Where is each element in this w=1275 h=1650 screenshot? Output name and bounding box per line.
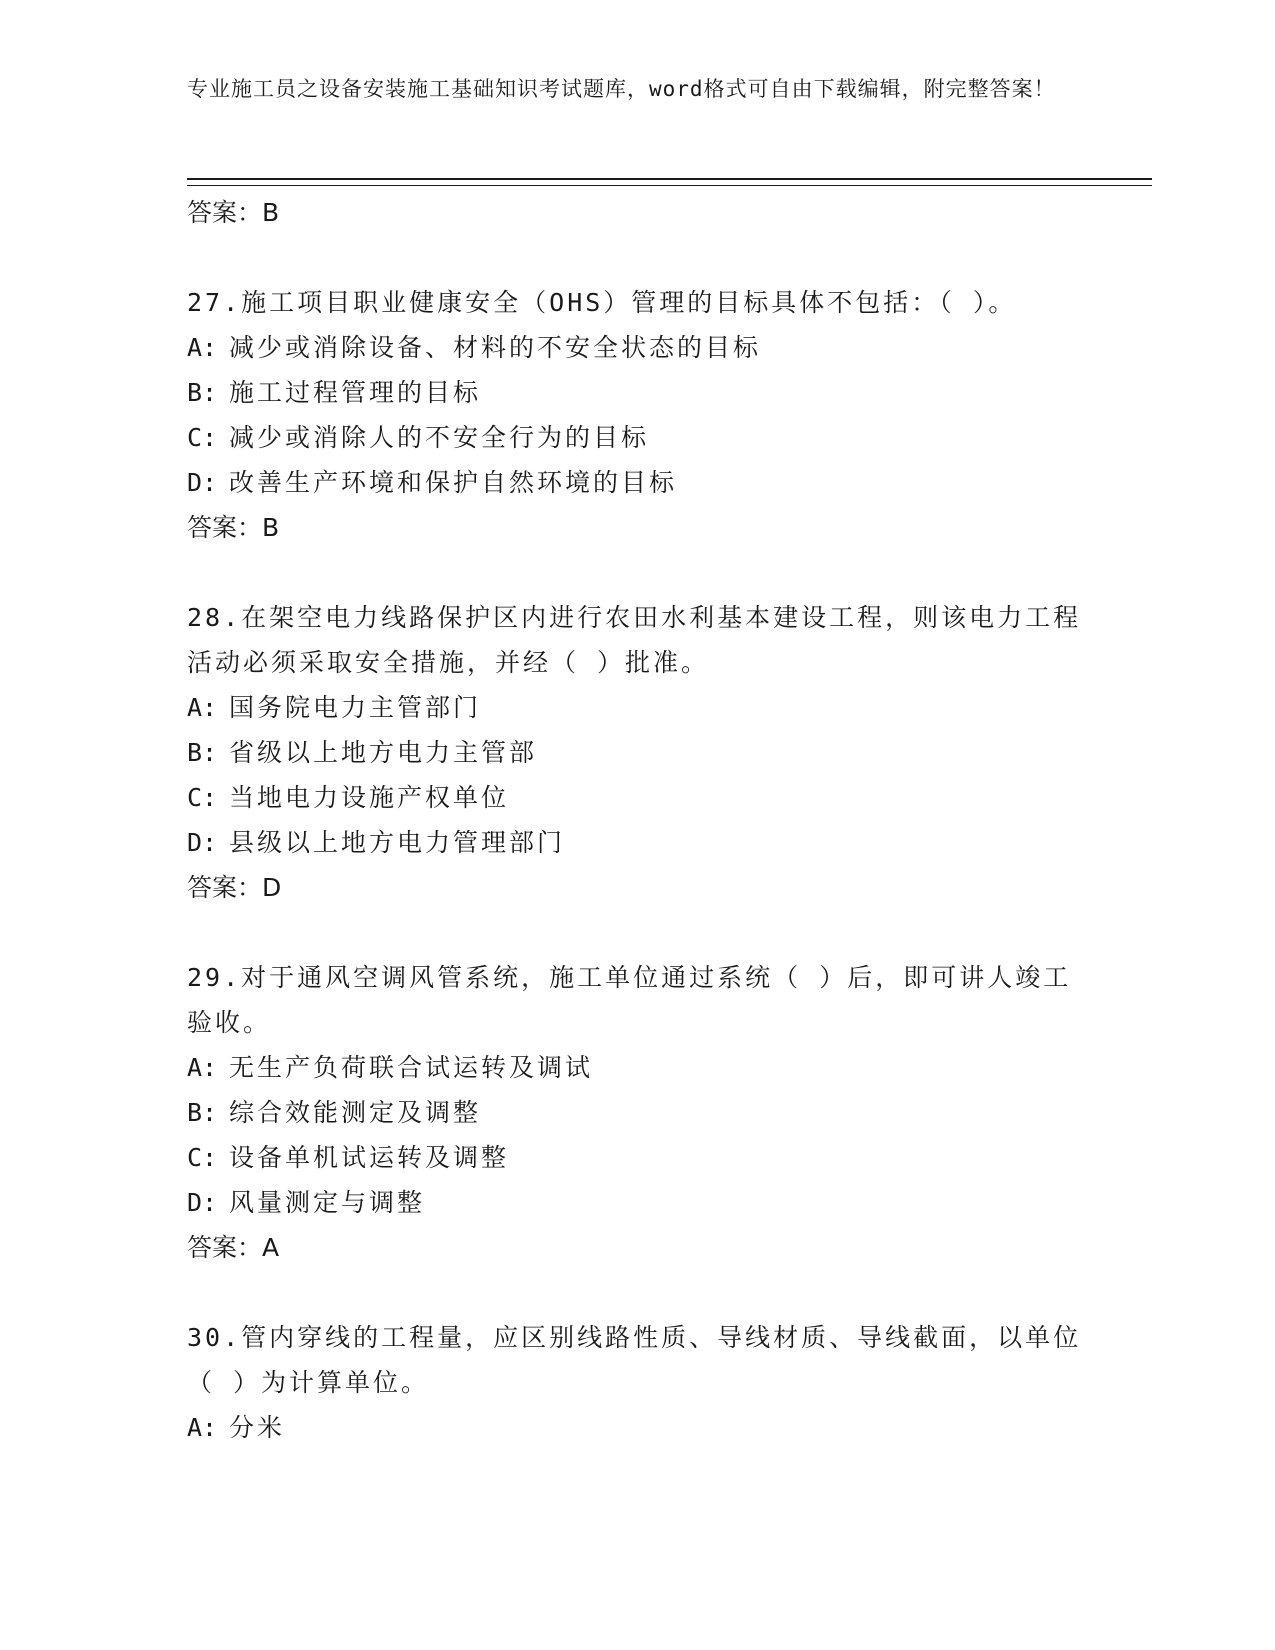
option-a bbox=[187, 1405, 1087, 1450]
option-c bbox=[187, 775, 1087, 820]
answer-line: 答案：B bbox=[187, 513, 280, 542]
question-stem: 28.在架空电力线路保护区内进行农田水利基本建设工程，则该电力工程活动必须采取安全措施，并经（ ）批准。 bbox=[187, 603, 1082, 677]
answer-line: 答案：B bbox=[187, 198, 280, 227]
option-d bbox=[187, 820, 1087, 865]
option-letter: C: bbox=[187, 783, 218, 812]
option-b bbox=[187, 730, 1087, 775]
answer-line: 答案：D bbox=[187, 873, 282, 902]
option-b bbox=[187, 370, 1087, 415]
option-b bbox=[187, 1090, 1087, 1135]
question-28 bbox=[187, 595, 1087, 910]
question-stem: 27.施工项目职业健康安全（OHS）管理的目标具体不包括：（ ）。 bbox=[187, 288, 1017, 317]
option-text: 减少或消除人的不安全行为的目标 bbox=[229, 423, 650, 452]
option-letter: D: bbox=[187, 468, 218, 497]
option-letter: A: bbox=[187, 333, 218, 362]
option-letter: D: bbox=[187, 1188, 218, 1217]
option-text: 改善生产环境和保护自然环境的目标 bbox=[229, 468, 678, 497]
option-letter: A: bbox=[187, 693, 218, 722]
question-29 bbox=[187, 955, 1087, 1270]
option-text: 省级以上地方电力主管部 bbox=[229, 738, 538, 767]
option-text: 当地电力设施产权单位 bbox=[229, 783, 510, 812]
option-text: 施工过程管理的目标 bbox=[229, 378, 482, 407]
option-text: 减少或消除设备、材料的不安全状态的目标 bbox=[229, 333, 762, 362]
option-text: 国务院电力主管部门 bbox=[229, 693, 482, 722]
option-letter: B: bbox=[187, 378, 218, 407]
option-a bbox=[187, 685, 1087, 730]
page-header: 专业施工员之设备安装施工基础知识考试题库，word格式可自由下载编辑，附完整答案！ bbox=[187, 77, 1056, 101]
option-letter: A: bbox=[187, 1053, 218, 1082]
option-text: 县级以上地方电力管理部门 bbox=[229, 828, 566, 857]
option-a bbox=[187, 1045, 1087, 1090]
option-d bbox=[187, 1180, 1087, 1225]
option-letter: B: bbox=[187, 1098, 218, 1127]
option-letter: A: bbox=[187, 1413, 218, 1442]
option-a bbox=[187, 325, 1087, 370]
question-30 bbox=[187, 1315, 1087, 1450]
question-stem: 29.对于通风空调风管系统，施工单位通过系统（ ）后，即可讲人竣工验收。 bbox=[187, 963, 1072, 1037]
option-c bbox=[187, 415, 1087, 460]
option-c bbox=[187, 1135, 1087, 1180]
question-stem: 30.管内穿线的工程量，应区别线路性质、导线材质、导线截面，以单位（ ）为计算单位。 bbox=[187, 1323, 1082, 1397]
option-letter: B: bbox=[187, 738, 218, 767]
option-letter: C: bbox=[187, 1143, 218, 1172]
answer-line: 答案：A bbox=[187, 1233, 280, 1262]
option-text: 风量测定与调整 bbox=[229, 1188, 426, 1217]
option-letter: C: bbox=[187, 423, 218, 452]
option-text: 分米 bbox=[229, 1413, 286, 1442]
header-divider bbox=[187, 178, 1152, 186]
option-d bbox=[187, 460, 1087, 505]
option-letter: D: bbox=[187, 828, 218, 857]
option-text: 无生产负荷联合试运转及调试 bbox=[229, 1053, 594, 1082]
document-body bbox=[187, 190, 1087, 1450]
question-27 bbox=[187, 280, 1087, 550]
option-text: 综合效能测定及调整 bbox=[229, 1098, 482, 1127]
option-text: 设备单机试运转及调整 bbox=[229, 1143, 510, 1172]
